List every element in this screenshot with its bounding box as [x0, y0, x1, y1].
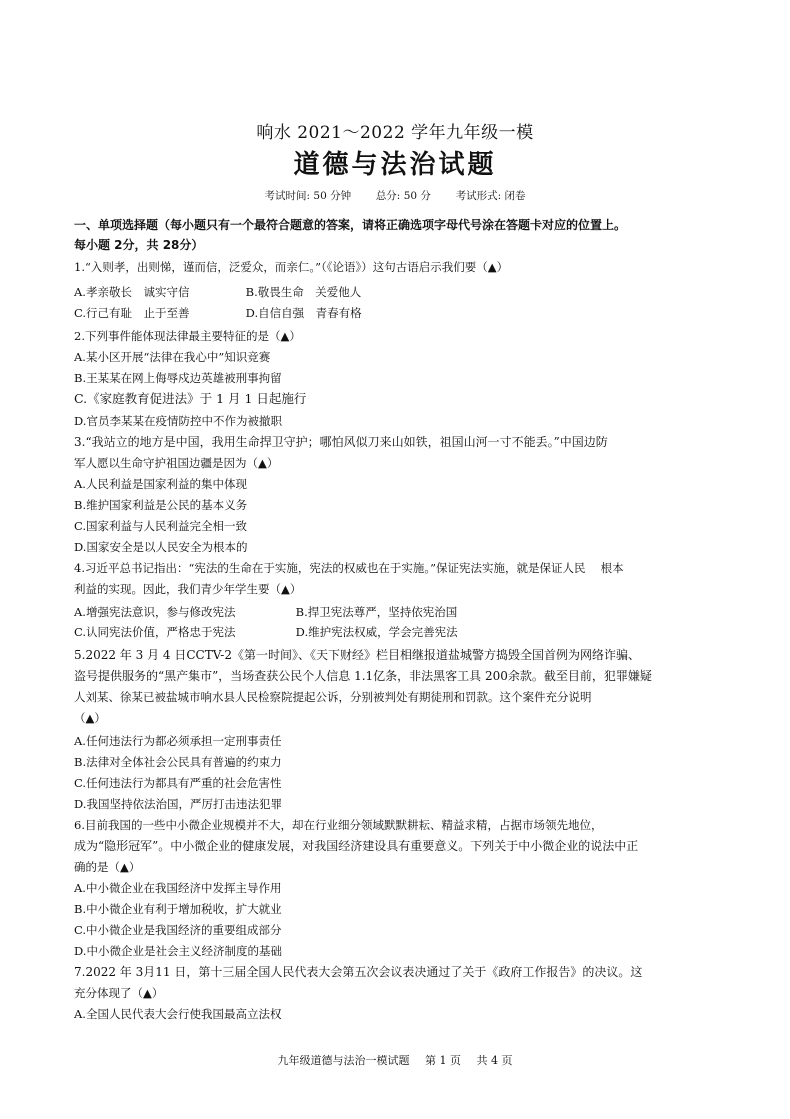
q1-stem: 1.“入则孝，出则悌，谨而信，泛爱众，而亲仁。”（《论语》）这句古语启示我们要（▲） [74, 260, 509, 274]
q4-option-a: A.增强宪法意识，参与修改宪法 [74, 605, 236, 619]
q3-option-d: D.国家安全是以人民安全为根本的 [74, 540, 248, 554]
q4-options-row2 [74, 624, 724, 640]
q6-option-b: B.中小微企业有利于增加税收，扩大就业 [74, 902, 282, 916]
q6-stem-line2: 成为“隐形冠军”。中小微企业的健康发展，对我国经济建设具有重要意义。下列关于中小微企业的说法中正 [74, 839, 639, 853]
q4-stem-line1: 4.习近平总书记指出：“宪法的生命在于实施，宪法的权威也在于实施。”保证宪法实施，就是保证人民 根本 [74, 561, 624, 575]
exam-subtitle: 响水 2021～2022 学年九年级一模 [256, 123, 534, 143]
q5-stem-line3: 人刘某、徐某已被盐城市响水县人民检察院提起公诉，分别被判处有期徒刑和罚款。这个案件充分说明 [74, 690, 592, 704]
q3-option-b: B.维护国家利益是公民的基本义务 [74, 498, 248, 512]
q2-option-d: D.官员李某某在疫情防控中不作为被撤职 [74, 414, 282, 428]
q7-option-a: A.全国人民代表大会行使我国最高立法权 [74, 1007, 282, 1021]
q1-options-row2 [74, 305, 724, 321]
q5-option-b: B.法律对全体社会公民具有普遍的约束力 [74, 755, 282, 769]
q6-option-d: D.中小微企业是社会主义经济制度的基础 [74, 944, 282, 958]
q1-option-d: D.自信自强 青春有格 [245, 306, 362, 320]
q1-option-a: A.孝亲敬长 诚实守信 [74, 285, 190, 299]
section-heading-score: 每小题 2分，共 28分） [74, 238, 204, 252]
footer-title: 九年级道德与法治一模试题 [277, 1054, 410, 1067]
q1-option-b: B.敬畏生命 关爱他人 [245, 285, 362, 299]
exam-time: 考试时间: 50 分钟 [264, 190, 352, 202]
q3-stem-line1: 3.“我站立的地方是中国，我用生命捍卫守护；哪怕风似刀来山如铁，祖国山河一寸不能丢。”中国边防 [74, 435, 608, 449]
q6-stem-line1: 6.目前我国的一些中小微企业规模并不大，却在行业细分领域默默耕耘、精益求精，占据市场领先地位， [74, 818, 603, 832]
q5-stem-line1: 5.2022 年 3 月 4 日CCTV-2《第一时间》、《天下财经》栏目相继报道盐城警方捣毁全国首例为网络诈骗、 [74, 648, 640, 662]
q1-options-row1 [74, 284, 724, 300]
q5-stem-line2: 盗号提供服务的“黑产集市”，当场查获公民个人信息 1.1亿条，非法黑客工具 200余款。截至目前，犯罪嫌疑 [74, 669, 652, 683]
q5-option-c: C.任何违法行为都具有严重的社会危害性 [74, 776, 282, 790]
q7-stem-line2: 充分体现了（▲） [74, 986, 164, 1000]
q3-option-c: C.国家利益与人民利益完全相一致 [74, 519, 248, 533]
q4-options-row1 [74, 604, 724, 620]
q2-stem: 2.下列事件能体现法律最主要特征的是（▲） [74, 329, 301, 343]
exam-title: 道德与法治试题 [293, 150, 497, 180]
q4-option-b: B.捍卫宪法尊严，坚持依宪治国 [295, 605, 458, 619]
page-footer [0, 1052, 790, 1068]
q6-option-a: A.中小微企业在我国经济中发挥主导作用 [74, 881, 282, 895]
exam-form: 考试形式: 闭卷 [455, 190, 526, 202]
q2-option-c: C.《家庭教育促进法》于 1 月 1 日起施行 [74, 391, 307, 406]
q7-stem-line1: 7.2022 年 3月11 日，第十三届全国人民代表大会第五次会议表决通过了关于《政府工作报告》的决议。这 [74, 965, 643, 979]
q4-option-d: D.维护宪法权威，学会完善宪法 [295, 625, 458, 639]
q4-option-c: C.认同宪法价值，严格忠于宪法 [74, 625, 236, 639]
footer-page-number: 第 1 页 [425, 1054, 461, 1067]
q3-stem-line2: 军人愿以生命守护祖国边疆是因为（▲） [74, 456, 279, 470]
q2-option-a: A.某小区开展“法律在我心中”知识竞赛 [74, 350, 271, 364]
q5-option-d: D.我国坚持依法治国，严厉打击违法犯罪 [74, 797, 282, 811]
total-score: 总分: 50 分 [375, 190, 431, 202]
q1-option-c: C.行己有耻 止于至善 [74, 306, 190, 320]
exam-info [0, 188, 790, 203]
footer-total-pages: 共 4 页 [476, 1054, 513, 1067]
q2-option-b: B.王某某在网上侮辱戍边英雄被刑事拘留 [74, 371, 282, 385]
q5-option-a: A.任何违法行为都必须承担一定刑事责任 [74, 734, 282, 748]
section-heading: 一、单项选择题（每小题只有一个最符合题意的答案，请将正确选项字母代号涂在答题卡对应的位置上。 [74, 218, 627, 232]
q6-option-c: C.中小微企业是我国经济的重要组成部分 [74, 923, 282, 937]
q5-stem-line4: （▲） [74, 711, 106, 725]
q6-stem-line3: 确的是（▲） [74, 860, 141, 874]
q4-stem-line2: 利益的实现。因此，我们青少年学生要（▲） [74, 582, 302, 596]
q3-option-a: A.人民利益是国家利益的集中体现 [74, 477, 247, 491]
